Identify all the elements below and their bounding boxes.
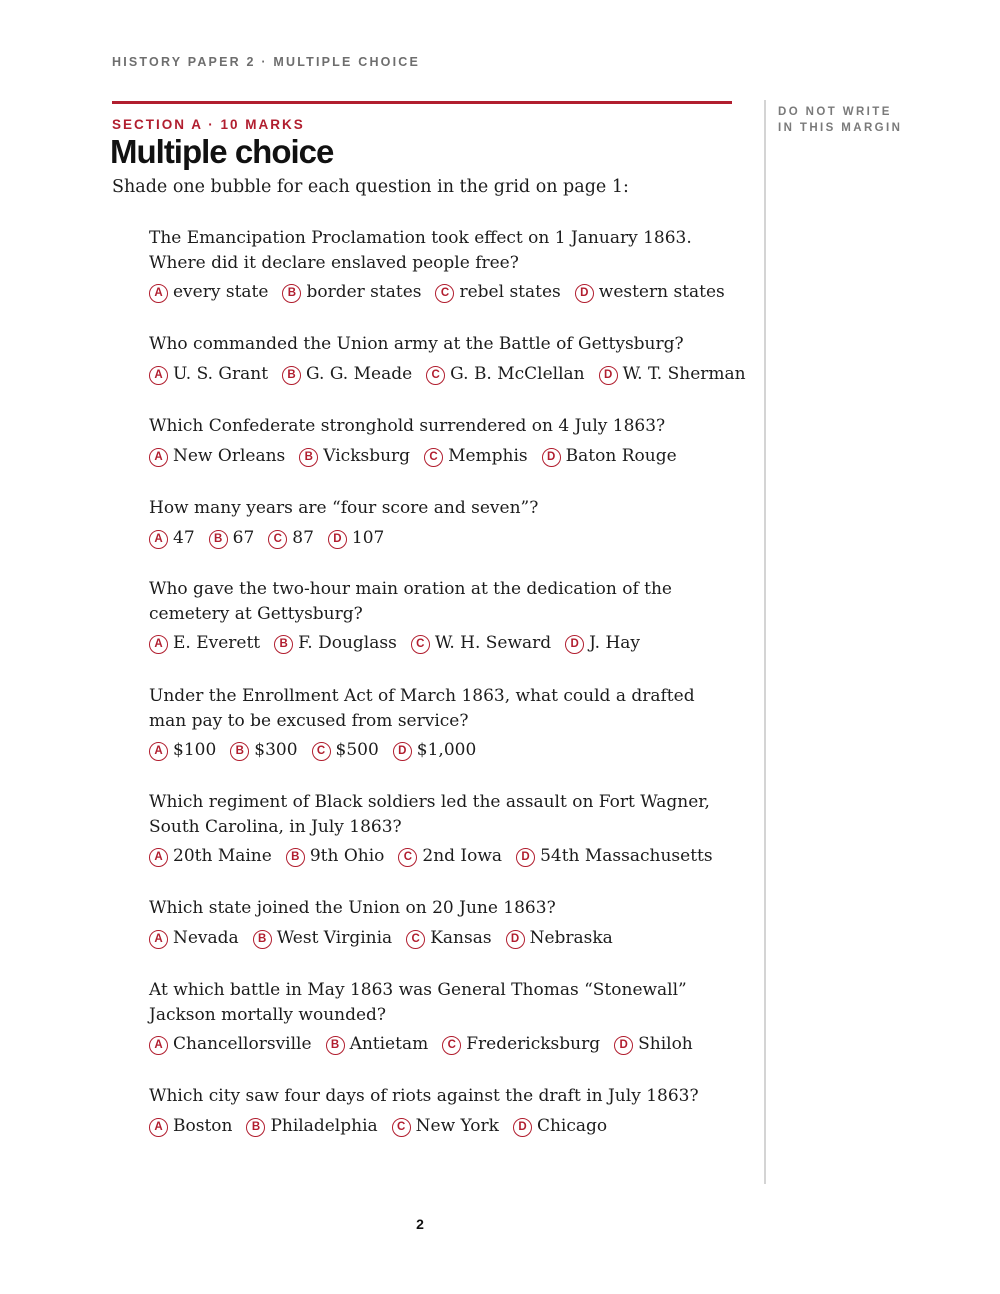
answer-label: West Virginia (276, 928, 393, 948)
answer-label: F. Douglass (298, 633, 397, 653)
answer-option[interactable] (149, 1116, 232, 1137)
answer-option[interactable] (411, 633, 551, 654)
section-label: SECTION A · 10 MARKS (112, 117, 305, 132)
question-text: Who gave the two-hour main oration at the dedication of the cemetery at Gettysburg? (149, 579, 672, 624)
answer-bubble[interactable]: B (230, 742, 249, 761)
answer-option[interactable] (442, 1034, 600, 1055)
answer-bubble[interactable]: D (516, 848, 535, 867)
answer-options (149, 528, 398, 549)
answer-bubble[interactable]: A (149, 1118, 168, 1137)
answer-label: 20th Maine (173, 846, 272, 866)
answer-bubble[interactable]: A (149, 635, 168, 654)
answer-bubble[interactable]: B (246, 1118, 265, 1137)
answer-bubble[interactable]: B (326, 1036, 345, 1055)
margin-note (778, 104, 902, 136)
answer-bubble[interactable]: C (398, 848, 417, 867)
answer-bubble[interactable]: A (149, 530, 168, 549)
answer-option[interactable] (274, 633, 397, 654)
answer-option[interactable] (513, 1116, 607, 1137)
answer-bubble[interactable]: D (328, 530, 347, 549)
section-rule (112, 101, 732, 104)
answer-option[interactable] (312, 740, 379, 761)
answer-bubble[interactable]: C (435, 284, 454, 303)
answer-option[interactable] (426, 364, 584, 385)
answer-bubble[interactable]: C (392, 1118, 411, 1137)
answer-label: Shiloh (638, 1034, 693, 1054)
answer-label: 87 (292, 528, 314, 548)
answer-option[interactable] (209, 528, 255, 549)
answer-bubble[interactable]: B (274, 635, 293, 654)
answer-option[interactable] (406, 928, 491, 949)
answer-options (149, 928, 627, 949)
answer-option[interactable] (149, 846, 272, 867)
question-text: Which city saw four days of riots against the draft in July 1863? (149, 1086, 699, 1106)
answer-option[interactable] (599, 364, 746, 385)
answer-bubble[interactable]: D (513, 1118, 532, 1137)
answer-option[interactable] (149, 1034, 312, 1055)
answer-label: Chicago (536, 1116, 608, 1136)
question-text: At which battle in May 1863 was General Thomas “Stonewall” Jackson mortally wounded? (149, 980, 687, 1025)
answer-bubble[interactable]: A (149, 366, 168, 385)
answer-option[interactable] (542, 446, 677, 467)
answer-options (149, 1116, 621, 1137)
answer-bubble[interactable]: A (149, 448, 168, 467)
answer-option[interactable] (253, 928, 393, 949)
answer-option[interactable] (246, 1116, 377, 1137)
answer-bubble[interactable]: D (575, 284, 594, 303)
answer-bubble[interactable]: C (411, 635, 430, 654)
answer-options (149, 1034, 707, 1055)
answer-bubble[interactable]: B (299, 448, 318, 467)
page-number: 2 (416, 1216, 424, 1232)
answer-bubble[interactable]: B (282, 366, 301, 385)
answer-option[interactable] (614, 1034, 693, 1055)
answer-options (149, 446, 691, 467)
running-head: HISTORY PAPER 2 · MULTIPLE CHOICE (112, 55, 421, 69)
answer-bubble[interactable]: B (253, 930, 272, 949)
answer-label: W. H. Seward (434, 633, 552, 653)
answer-bubble[interactable]: B (209, 530, 228, 549)
answer-option[interactable] (149, 528, 195, 549)
answer-bubble[interactable]: B (282, 284, 301, 303)
answer-bubble[interactable]: C (442, 1036, 461, 1055)
question-text: Which state joined the Union on 20 June 1863? (149, 898, 556, 918)
answer-label: J. Hay (589, 633, 641, 653)
answer-option[interactable] (424, 446, 528, 467)
margin-note-line-1: DO NOT WRITE (778, 106, 892, 118)
answer-label: 54th Massachusetts (540, 846, 713, 866)
answer-option[interactable] (326, 1034, 429, 1055)
answer-option[interactable] (575, 282, 725, 303)
answer-bubble[interactable]: D (599, 366, 618, 385)
answer-label: U. S. Grant (173, 364, 269, 384)
answer-option[interactable] (149, 633, 260, 654)
answer-bubble[interactable]: D (506, 930, 525, 949)
answer-option[interactable] (149, 928, 239, 949)
answer-bubble[interactable]: A (149, 848, 168, 867)
answer-label: 2nd Iowa (422, 846, 503, 866)
answer-label: 9th Ohio (309, 846, 385, 866)
section-title: Multiple choice (110, 133, 334, 170)
answer-option[interactable] (149, 446, 285, 467)
answer-option[interactable] (398, 846, 502, 867)
answer-option[interactable] (268, 528, 314, 549)
answer-label: New York (415, 1116, 499, 1136)
answer-label: Nevada (173, 928, 239, 948)
answer-label: $100 (173, 740, 217, 760)
answer-label: W. T. Sherman (622, 364, 746, 384)
answer-options (149, 633, 654, 654)
instructions: Shade one bubble for each question in the grid on page 1: (112, 177, 629, 197)
answer-bubble[interactable]: A (149, 930, 168, 949)
question-text: Which Confederate stronghold surrendered on 4 July 1863? (149, 416, 666, 436)
answer-label: Kansas (430, 928, 492, 948)
answer-label: Baton Rouge (565, 446, 677, 466)
answer-bubble[interactable]: C (406, 930, 425, 949)
answer-bubble[interactable]: D (393, 742, 412, 761)
answer-option[interactable] (230, 740, 297, 761)
answer-label: 107 (351, 528, 385, 548)
answer-option[interactable] (149, 282, 268, 303)
answer-label: 67 (232, 528, 255, 548)
answer-label: Nebraska (529, 928, 613, 948)
margin-divider (764, 100, 766, 1184)
answer-option[interactable] (506, 928, 613, 949)
answer-label: Philadelphia (270, 1116, 378, 1136)
answer-option[interactable] (149, 740, 216, 761)
answer-options (149, 364, 760, 385)
question-text: Under the Enrollment Act of March 1863, what could a drafted man pay to be excused from service? (149, 686, 695, 731)
answer-bubble[interactable]: D (565, 635, 584, 654)
answer-option[interactable] (565, 633, 640, 654)
answer-label: $1,000 (416, 740, 477, 760)
answer-bubble[interactable]: A (149, 1036, 168, 1055)
answer-label: Antietam (349, 1034, 429, 1054)
question-text: How many years are “four score and seven”? (149, 498, 539, 518)
answer-option[interactable] (282, 282, 421, 303)
question-text: Which regiment of Black soldiers led the assault on Fort Wagner, South Carolina, in July 1863? (149, 792, 710, 837)
answer-label: Chancellorsville (173, 1034, 312, 1054)
answer-label: 47 (173, 528, 195, 548)
answer-label: New Orleans (173, 446, 286, 466)
answer-bubble[interactable]: C (424, 448, 443, 467)
answer-label: every state (173, 282, 269, 302)
answer-option[interactable] (328, 528, 384, 549)
answer-bubble[interactable]: C (312, 742, 331, 761)
answer-bubble[interactable]: B (286, 848, 305, 867)
answer-label: western states (598, 282, 725, 302)
answer-label: $500 (335, 740, 379, 760)
answer-bubble[interactable]: D (542, 448, 561, 467)
answer-bubble[interactable]: A (149, 742, 168, 761)
answer-label: Memphis (448, 446, 528, 466)
answer-option[interactable] (393, 740, 476, 761)
answer-option[interactable] (149, 364, 268, 385)
answer-label: $300 (254, 740, 298, 760)
answer-option[interactable] (392, 1116, 499, 1137)
answer-option[interactable] (516, 846, 713, 867)
answer-options (149, 282, 739, 303)
answer-option[interactable] (282, 364, 412, 385)
question-text: Who commanded the Union army at the Battle of Gettysburg? (149, 334, 684, 354)
answer-label: G. G. Meade (306, 364, 413, 384)
answer-label: E. Everett (173, 633, 261, 653)
answer-option[interactable] (435, 282, 560, 303)
answer-label: Fredericksburg (466, 1034, 601, 1054)
answer-options (149, 846, 727, 867)
answer-options (149, 740, 490, 761)
answer-option[interactable] (299, 446, 410, 467)
answer-label: rebel states (459, 282, 561, 302)
answer-bubble[interactable]: C (426, 366, 445, 385)
answer-label: Vicksburg (323, 446, 411, 466)
margin-note-line-2: IN THIS MARGIN (778, 122, 903, 134)
answer-option[interactable] (286, 846, 385, 867)
question-text: The Emancipation Proclamation took effect on 1 January 1863. Where did it declare enslaved people free? (149, 228, 692, 273)
answer-label: border states (306, 282, 422, 302)
answer-bubble[interactable]: C (268, 530, 287, 549)
answer-label: Boston (173, 1116, 233, 1136)
answer-label: G. B. McClellan (450, 364, 585, 384)
answer-bubble[interactable]: A (149, 284, 168, 303)
answer-bubble[interactable]: D (614, 1036, 633, 1055)
